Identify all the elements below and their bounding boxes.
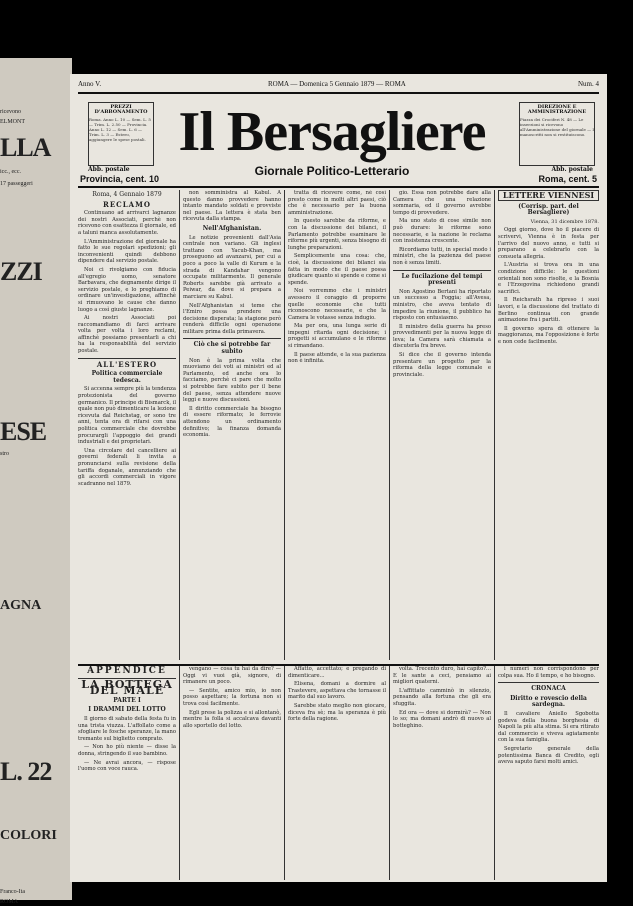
section-heading-estero: ALL'ESTERO: [96, 359, 158, 369]
cronaca-heading: CRONACA: [531, 685, 566, 693]
bottom-column-4: volta. Trecento duro, hai capito?... E le sante a ceci, pensiamo ai migliori quaterni. L'affittato camminò in silenzio, pensando alla fortuna che gli era sfuggita. Ed ora — dove si dormirà? — Non lo so; ma domani andrò di nuovo al botteghino.: [393, 666, 491, 729]
appendice-heading: APPENDICE: [87, 666, 167, 676]
article-columns: [78, 190, 599, 660]
section-heading-reclamo: RECLAMO: [103, 199, 151, 209]
dateline: Roma, 4 Gennaio 1879: [92, 191, 162, 198]
masthead: [78, 96, 599, 188]
left-strip-text: stro: [0, 451, 9, 457]
feuilleton-part: PARTE I: [113, 696, 141, 704]
column-2: non somministra al Kabul. A questo danno provvedere hanno intanto mandato soldati e provviste nel paese. La lettera è stata ben ricevuta dalla stampa. Nell'Afghanistan. Le notizie provenienti dall'Asia centrale non variano. Gli inglesi trattano con Yacub-Khan, ma proseguono ad avanzarsi, per cui a poco a poco la valle di Kurum e la strada di Kandahar vengono occupate militarmente. Il generale Roberts sarebbe già arrivato a Peiwar, da dove si prepara a marciare su Kabul. Nell'Afghanistan si teme che l'Emiro possa prendere una decisione disperata; la stagione però renderà difficile ogni operazione militare prima della primavera. Ciò che si potrebbe far subito Non è la prima volta che muoviamo dei voti ai ministri ed al Parlamento, ed anche ora lo facciamo, perchè ci pare che molto si potrebbe fare subito per il bene del paese, senza attendere nuove leggi e nuove discussioni. Il diritto commerciale ha bisogno di essere riformato; le ferrovie attendono un ordinamento definitivo; la finanza domanda economia.: [183, 190, 281, 439]
issue-number: Num. 4: [578, 80, 599, 88]
feuilleton-title: LA BOTTEGA DEL MALE: [81, 677, 173, 698]
letter-date: Vienna, 31 dicembre 1878.: [530, 218, 599, 225]
left-strip-big: ESE: [0, 418, 47, 446]
rome-price: Roma, cent. 5: [538, 174, 597, 184]
left-strip-big: L. 22: [0, 758, 52, 786]
left-strip-text: ROMA: [0, 899, 19, 905]
postal-label-left: Abb. postale: [88, 166, 130, 173]
feuilleton-column: APPENDICE LA BOTTEGA DEL MALE PARTE I I DRAMMI DEL LOTTO Il giorno di sabato della festa fu in una trista viuzza. L'affollato come a sfogliare le fosche speranze, la mano tremante sul biglietto comprato. — Non ho più niente — disse la donna, stringendo il suo bambino. — Ne avrai ancora, — rispose l'uomo con voce rauca.: [78, 666, 176, 773]
left-strip-big: ZZI: [0, 258, 42, 286]
administration-box-heading: DIREZIONE E AMMINISTRAZIONE: [527, 104, 587, 115]
volume-label: Anno V.: [78, 80, 102, 88]
left-strip-mid: AGNA: [0, 598, 42, 613]
left-strip-text: ricevono: [0, 109, 21, 115]
subscription-box-heading: PREZZI D'ABBONAMENTO: [94, 104, 148, 115]
article-heading-subito: Ciò che si potrebbe far subito: [193, 341, 271, 356]
left-strip-text: icc., ecc.: [0, 169, 21, 175]
issue-date: ROMA — Domenica 5 Gennaio 1879 — ROMA: [268, 80, 406, 88]
newspaper-page: [70, 74, 607, 882]
bottom-column-3: Affatto, accettato; e pregando di dimenticare... Elisena, domani a dormire al Trastevere, aspettava che tornasse il marito dal suo lavoro. Sarebbe stato meglio non giocare, diceva fra sè; ma la speranza è più forte della ragione.: [288, 666, 386, 723]
column-1: Roma, 4 Gennaio 1879 RECLAMO Continuano ad arrivarci lagnanze dei nostri Associati, perchè non ricevono con esattezza il giornale, ed a taluni manca assolutamente. L'Amministrazione del giornale ha fatto le sue regolari spedizioni; gli inconvenienti quindi debbono dipendere dal servizio postale. Noi ci rivolgiamo con fiducia all'egregio uomo, senatore Barbavara, che degnamente dirige il servizio postale, e lo preghiamo di ordinare un'investigazione, affinchè si rimuovano le cause che danno luogo a così giuste lagnanze. Ai nostri Associati poi raccomandiamo di farci arrivare volta per volta i loro reclami, affinchè possiamo presentarli a chi ha la responsabilità del servizio postale. ALL'ESTERO Politica commerciale tedesca. Si accenna sempre più la tendenza protezionista del governo germanico. Il principe di Bismarck, il quale non può dimenticare la lezione ricevuta dal Reichstag, or sono tre anni, tenta ora di rifarsi con una politica commerciale che dovrebbe procurargli l'appoggio dei grandi industriali e dei proprietari. Una circolare del cancelliere ai governi federali li invita a pronunciarsi sulla revisione della tariffa doganale, annunziando che gli accordi commerciali in vigore scadranno nel 1879.: [78, 191, 176, 487]
feuilleton-column-2: vengano — cosa tu hai da dire? — Oggi vi vuoi già, signore, di rimanere un poco. — Sentite, amico mio, io non posso aspettare; la fortuna non si trova così facilmente. Egli prese la polizza e si allontanò, mentre la folla si accalcava davanti allo sportello del lotto.: [183, 666, 281, 729]
left-strip-text: Franco-Ita: [0, 889, 25, 895]
newspaper-subtitle: Giornale Politico-Letterario: [254, 164, 410, 178]
column-4: gio. Essa non potrebbe dare alla Camera che una relazione sommaria, ed il governo avrebbe tempo di provvedere. Ma uno stato di cose simile non può durare: le riforme sono necessarie, e la nazione le reclama con insistenza crescente. Ricordiamo tutti, in special modo i ministri, che la pazienza del paese non è senza limiti. Le fucilazione del tempi presenti Non Agostino Bertani ha riportato un successo a Foggia; all'Avesa, ministro, che aveva tentato di impedire la riunione, il pubblico ha risposto con entusiasmo. Il ministro della guerra ha preso provvedimenti per la nuova legge di leva; la Camera sarà chiamata a discuterla fra breve. Si dice che il governo intenda presentare un progetto per la riforma della legge comunale e provinciale.: [393, 190, 491, 378]
left-strip-text: 17 passeggeri: [0, 181, 33, 187]
article-heading-afghanistan: Nell'Afghanistan.: [202, 224, 262, 232]
correspondence-note: (Corrisp. part. del Bersagliere): [518, 202, 579, 217]
lower-section: [78, 664, 599, 880]
left-strip-mid: COLORI: [0, 828, 57, 843]
feuilleton-chapter: I DRAMMI DEL LOTTO: [88, 706, 166, 714]
top-line: [78, 80, 599, 94]
province-price: Provincia, cent. 10: [80, 174, 160, 184]
article-heading-fucilazione: Le fucilazione del tempi presenti: [401, 272, 483, 287]
left-strip-big: LLA: [0, 134, 51, 162]
adjacent-page-edge: [0, 58, 72, 905]
cronaca-column: i numeri non corrispondono per colpa sua. Ho il tempo, e ho bisogno. CRONACA Diritto e rovescio della sardegna. Il cavaliere Aniello Sgobotta godeva della buona borghesia di Napoli la più alta stima. Si era ritirato dal commercio e viveva agiatamente con la sua famiglia. Segretario generale della potentissima Banca di Credito, egli aveva saputo farsi molti amici.: [498, 666, 599, 766]
subscription-prices-box: PREZZI D'ABBONAMENTO Roma. Anno L. 10 — Sem. L. 5 — Trim. L. 2.50 — Provincia. Anno L. 12 — Sem. L. 6 — Trim. L. 3 — Estero, aggiungere le spese postali.: [88, 102, 154, 166]
section-heading-lettere-viennesi: LETTERE VIENNESI: [498, 190, 599, 201]
article-subheading: Politica commerciale tedesca.: [91, 370, 163, 384]
newspaper-title: Il Bersagliere: [178, 101, 486, 163]
cronaca-subheading: Diritto e rovescio della sardegna.: [510, 694, 587, 709]
column-3: tratta di ricevere come, nè così presto come in molti altri paesi, ciò che è necessario per la buona amministrazione. In questo sarebbe da riforme, e con la discussione dei bilanci, il Parlamento potrebbe esaminare le riforme più urgenti, senza bisogno di lunghe preparazioni. Semplicemente una cosa: che, cioè, la discussione dei bilanci sia fatta in modo che il paese possa giudicare quanto si spende e come si spende. Noi vorremmo che i ministri avessero il coraggio di proporre quelle economie che tutti riconoscono necessarie, e che la Camera le votasse senza indugio. Ma per ora, una lunga serie di impegni ritarda ogni decisione; i progetti si accumulano e le riforme si rimandano. Il paese attende, e la sua pazienza non è infinita.: [288, 190, 386, 365]
administration-box: DIREZIONE E AMMINISTRAZIONE Piazza dei Crociferi N. 48 — Le inserzioni si ricevono all'Amministrazione del giornale — I manoscritti non si restituiscono.: [519, 102, 595, 166]
left-strip-text: ELMONT: [0, 119, 25, 125]
postal-label-right: Abb. postale: [551, 166, 593, 173]
column-5: LETTERE VIENNESI (Corrisp. part. del Bersagliere) Vienna, 31 dicembre 1878. Oggi giorno, dove ho il piacere di scrivervi, Vienna è in festa per l'arrivo del nuovo anno, e tutti si preparano a celebrarlo con la consueta allegria. L'Austria si trova ora in una condizione difficile: le questioni orientali non sono risolte, e la Bosnia e l'Erzegovina richiedono grandi sacrifici. Il Reichsrath ha ripreso i suoi lavori, e la discussione del trattato di Berlino continua con grande animazione fra i partiti. Il governo spera di ottenere la maggioranza, ma l'opposizione è forte e non cede facilmente.: [498, 190, 599, 345]
